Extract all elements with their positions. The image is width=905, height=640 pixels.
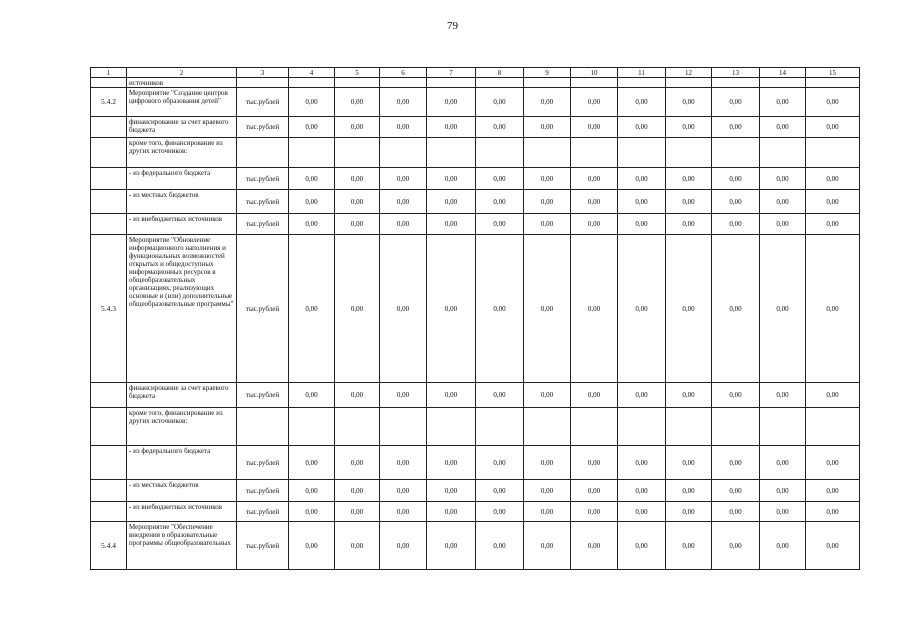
value-cell: 0,00 [524, 480, 571, 502]
item-code-cell: 5.4.4 [91, 522, 127, 570]
unit-cell: тыс.рублей [237, 190, 289, 214]
value-cell: 0,00 [476, 522, 524, 570]
value-cell: 0,00 [571, 117, 618, 138]
item-name-cell: кроме того, финансирование из других источников: [127, 408, 237, 446]
value-cell: 0,00 [289, 168, 335, 190]
value-cell [289, 138, 335, 168]
value-cell: 0,00 [380, 190, 427, 214]
value-cell: 0,00 [380, 446, 427, 480]
value-cell: 0,00 [289, 117, 335, 138]
table-row [91, 88, 860, 117]
item-name-cell: источников [127, 78, 237, 88]
value-cell: 0,00 [380, 502, 427, 522]
value-cell: 0,00 [618, 480, 666, 502]
item-code-cell [91, 480, 127, 502]
item-name-cell: кроме того, финансирование из других источников: [127, 138, 237, 168]
unit-cell [237, 78, 289, 88]
value-cell: 0,00 [571, 235, 618, 383]
table-header-row [91, 68, 860, 78]
value-cell: 0,00 [712, 214, 760, 235]
value-cell [666, 138, 712, 168]
item-name-cell: Мероприятие "Обновление информационного наполнения и функциональных возможностей открытых и общедоступных информационных ресурсов в общеобразовательных организациях, реализующих основные и (или) дополнительные общеобразовательные программы" [127, 235, 237, 383]
value-cell: 0,00 [571, 502, 618, 522]
value-cell: 0,00 [571, 446, 618, 480]
value-cell: 0,00 [476, 117, 524, 138]
value-cell: 0,00 [335, 502, 380, 522]
value-cell: 0,00 [289, 214, 335, 235]
item-code-cell [91, 78, 127, 88]
value-cell: 0,00 [666, 383, 712, 408]
value-cell: 0,00 [335, 88, 380, 117]
column-number-cell: 10 [571, 68, 618, 78]
value-cell: 0,00 [427, 190, 476, 214]
value-cell [806, 408, 860, 446]
item-name-cell: - из местных бюджетов [127, 480, 237, 502]
value-cell: 0,00 [666, 502, 712, 522]
value-cell: 0,00 [427, 235, 476, 383]
value-cell: 0,00 [712, 502, 760, 522]
value-cell: 0,00 [476, 88, 524, 117]
column-number-cell: 9 [524, 68, 571, 78]
item-code-cell [91, 168, 127, 190]
value-cell: 0,00 [380, 117, 427, 138]
item-code-cell [91, 214, 127, 235]
value-cell: 0,00 [666, 235, 712, 383]
value-cell [335, 408, 380, 446]
value-cell [335, 138, 380, 168]
value-cell: 0,00 [476, 446, 524, 480]
value-cell: 0,00 [618, 214, 666, 235]
value-cell: 0,00 [666, 214, 712, 235]
item-code-cell [91, 190, 127, 214]
financing-table [90, 67, 860, 570]
value-cell: 0,00 [335, 190, 380, 214]
column-number-cell: 6 [380, 68, 427, 78]
column-number-cell: 5 [335, 68, 380, 78]
unit-cell: тыс.рублей [237, 383, 289, 408]
column-number-cell: 15 [806, 68, 860, 78]
value-cell: 0,00 [524, 522, 571, 570]
value-cell: 0,00 [571, 88, 618, 117]
column-number-cell: 11 [618, 68, 666, 78]
item-code-cell [91, 138, 127, 168]
value-cell [427, 138, 476, 168]
table-row [91, 383, 860, 408]
value-cell: 0,00 [806, 383, 860, 408]
value-cell: 0,00 [618, 502, 666, 522]
column-number-cell: 2 [127, 68, 237, 78]
table-row [91, 138, 860, 168]
unit-cell: тыс.рублей [237, 480, 289, 502]
value-cell: 0,00 [760, 168, 806, 190]
value-cell: 0,00 [335, 168, 380, 190]
value-cell: 0,00 [760, 214, 806, 235]
value-cell: 0,00 [335, 383, 380, 408]
value-cell [666, 408, 712, 446]
table-row [91, 446, 860, 480]
value-cell: 0,00 [571, 190, 618, 214]
table-row [91, 190, 860, 214]
value-cell: 0,00 [712, 446, 760, 480]
value-cell [380, 138, 427, 168]
value-cell: 0,00 [335, 214, 380, 235]
item-name-cell: - из внебюджетных источников [127, 502, 237, 522]
value-cell: 0,00 [571, 522, 618, 570]
value-cell [571, 78, 618, 88]
value-cell: 0,00 [524, 214, 571, 235]
table-row [91, 117, 860, 138]
item-code-cell: 5.4.3 [91, 235, 127, 383]
table-row [91, 78, 860, 88]
value-cell: 0,00 [427, 480, 476, 502]
value-cell: 0,00 [524, 446, 571, 480]
value-cell: 0,00 [760, 446, 806, 480]
value-cell: 0,00 [666, 168, 712, 190]
value-cell: 0,00 [289, 502, 335, 522]
value-cell: 0,00 [427, 502, 476, 522]
item-name-cell: финансирование за счет краевого бюджета [127, 383, 237, 408]
item-name-cell: финансирование за счет краевого бюджета [127, 117, 237, 138]
value-cell: 0,00 [806, 88, 860, 117]
item-name-cell: - из федерального бюджета [127, 446, 237, 480]
value-cell: 0,00 [335, 480, 380, 502]
value-cell: 0,00 [666, 480, 712, 502]
value-cell: 0,00 [335, 522, 380, 570]
value-cell: 0,00 [524, 88, 571, 117]
value-cell: 0,00 [524, 235, 571, 383]
value-cell: 0,00 [476, 235, 524, 383]
table-row [91, 480, 860, 502]
value-cell: 0,00 [712, 522, 760, 570]
table-row [91, 408, 860, 446]
value-cell: 0,00 [524, 190, 571, 214]
value-cell: 0,00 [380, 88, 427, 117]
value-cell: 0,00 [806, 502, 860, 522]
column-number-cell: 3 [237, 68, 289, 78]
value-cell: 0,00 [760, 190, 806, 214]
value-cell: 0,00 [618, 446, 666, 480]
value-cell: 0,00 [524, 117, 571, 138]
value-cell: 0,00 [380, 168, 427, 190]
value-cell: 0,00 [712, 117, 760, 138]
value-cell: 0,00 [806, 446, 860, 480]
value-cell: 0,00 [289, 235, 335, 383]
value-cell: 0,00 [427, 522, 476, 570]
value-cell: 0,00 [380, 214, 427, 235]
value-cell [806, 78, 860, 88]
unit-cell: тыс.рублей [237, 446, 289, 480]
value-cell [476, 408, 524, 446]
value-cell [760, 408, 806, 446]
value-cell: 0,00 [427, 168, 476, 190]
value-cell [666, 78, 712, 88]
value-cell [289, 408, 335, 446]
value-cell: 0,00 [476, 190, 524, 214]
value-cell: 0,00 [289, 522, 335, 570]
value-cell: 0,00 [712, 480, 760, 502]
value-cell: 0,00 [380, 383, 427, 408]
value-cell: 0,00 [571, 480, 618, 502]
value-cell [335, 78, 380, 88]
value-cell: 0,00 [806, 117, 860, 138]
value-cell [427, 78, 476, 88]
value-cell: 0,00 [806, 480, 860, 502]
unit-cell: тыс.рублей [237, 117, 289, 138]
column-number-cell: 8 [476, 68, 524, 78]
value-cell [524, 138, 571, 168]
value-cell: 0,00 [380, 235, 427, 383]
value-cell [618, 138, 666, 168]
value-cell: 0,00 [712, 190, 760, 214]
value-cell [806, 138, 860, 168]
value-cell: 0,00 [618, 522, 666, 570]
value-cell: 0,00 [289, 190, 335, 214]
value-cell: 0,00 [760, 480, 806, 502]
item-name-cell: - из местных бюджетов [127, 190, 237, 214]
value-cell [524, 78, 571, 88]
value-cell: 0,00 [712, 235, 760, 383]
value-cell: 0,00 [760, 383, 806, 408]
table-row [91, 522, 860, 570]
unit-cell: тыс.рублей [237, 214, 289, 235]
value-cell: 0,00 [380, 480, 427, 502]
value-cell: 0,00 [760, 235, 806, 383]
column-number-cell: 12 [666, 68, 712, 78]
value-cell [618, 408, 666, 446]
value-cell: 0,00 [335, 235, 380, 383]
value-cell [571, 138, 618, 168]
value-cell [618, 78, 666, 88]
value-cell: 0,00 [289, 383, 335, 408]
value-cell: 0,00 [666, 522, 712, 570]
value-cell: 0,00 [289, 480, 335, 502]
table-row [91, 168, 860, 190]
value-cell: 0,00 [806, 168, 860, 190]
item-code-cell [91, 117, 127, 138]
value-cell [380, 408, 427, 446]
value-cell: 0,00 [427, 446, 476, 480]
value-cell [476, 138, 524, 168]
column-number-cell: 1 [91, 68, 127, 78]
unit-cell: тыс.рублей [237, 88, 289, 117]
unit-cell [237, 408, 289, 446]
column-number-cell: 14 [760, 68, 806, 78]
value-cell: 0,00 [666, 88, 712, 117]
value-cell: 0,00 [712, 168, 760, 190]
item-code-cell [91, 446, 127, 480]
item-code-cell [91, 502, 127, 522]
value-cell: 0,00 [806, 214, 860, 235]
value-cell: 0,00 [524, 383, 571, 408]
value-cell [760, 138, 806, 168]
value-cell: 0,00 [618, 235, 666, 383]
value-cell: 0,00 [335, 117, 380, 138]
value-cell [524, 408, 571, 446]
item-code-cell [91, 383, 127, 408]
value-cell: 0,00 [335, 446, 380, 480]
table-row [91, 502, 860, 522]
item-code-cell [91, 408, 127, 446]
unit-cell: тыс.рублей [237, 502, 289, 522]
value-cell: 0,00 [618, 88, 666, 117]
value-cell: 0,00 [571, 214, 618, 235]
value-cell: 0,00 [476, 383, 524, 408]
table-row [91, 235, 860, 383]
value-cell [380, 78, 427, 88]
value-cell [427, 408, 476, 446]
value-cell: 0,00 [760, 117, 806, 138]
value-cell: 0,00 [666, 446, 712, 480]
value-cell: 0,00 [524, 168, 571, 190]
value-cell [289, 78, 335, 88]
item-name-cell: - из федерального бюджета [127, 168, 237, 190]
item-name-cell: - из внебюджетных источников [127, 214, 237, 235]
table-row [91, 214, 860, 235]
item-name-cell: Мероприятие "Создание центров цифрового образования детей" [127, 88, 237, 117]
unit-cell: тыс.рублей [237, 522, 289, 570]
value-cell: 0,00 [476, 214, 524, 235]
value-cell: 0,00 [571, 383, 618, 408]
value-cell: 0,00 [476, 480, 524, 502]
unit-cell: тыс.рублей [237, 235, 289, 383]
unit-cell [237, 138, 289, 168]
page-number: 79 [447, 20, 458, 32]
value-cell: 0,00 [618, 190, 666, 214]
column-number-cell: 4 [289, 68, 335, 78]
value-cell [712, 78, 760, 88]
value-cell: 0,00 [289, 446, 335, 480]
value-cell: 0,00 [427, 117, 476, 138]
value-cell: 0,00 [666, 117, 712, 138]
value-cell [571, 408, 618, 446]
value-cell: 0,00 [380, 522, 427, 570]
column-number-cell: 7 [427, 68, 476, 78]
value-cell [760, 78, 806, 88]
value-cell [476, 78, 524, 88]
value-cell: 0,00 [289, 88, 335, 117]
value-cell: 0,00 [427, 383, 476, 408]
value-cell: 0,00 [712, 88, 760, 117]
value-cell: 0,00 [476, 168, 524, 190]
value-cell: 0,00 [760, 88, 806, 117]
value-cell: 0,00 [571, 168, 618, 190]
column-number-cell: 13 [712, 68, 760, 78]
item-name-cell: Мероприятие "Обеспечение внедрения в образовательные программы общеобразовательных [127, 522, 237, 570]
value-cell: 0,00 [524, 502, 571, 522]
value-cell: 0,00 [427, 88, 476, 117]
value-cell: 0,00 [806, 235, 860, 383]
unit-cell: тыс.рублей [237, 168, 289, 190]
value-cell [712, 138, 760, 168]
value-cell: 0,00 [712, 383, 760, 408]
value-cell: 0,00 [806, 522, 860, 570]
value-cell: 0,00 [666, 190, 712, 214]
value-cell: 0,00 [806, 190, 860, 214]
value-cell: 0,00 [760, 522, 806, 570]
value-cell: 0,00 [618, 117, 666, 138]
value-cell [712, 408, 760, 446]
value-cell: 0,00 [618, 168, 666, 190]
value-cell: 0,00 [476, 502, 524, 522]
value-cell: 0,00 [618, 383, 666, 408]
item-code-cell: 5.4.2 [91, 88, 127, 117]
value-cell: 0,00 [427, 214, 476, 235]
value-cell: 0,00 [760, 502, 806, 522]
